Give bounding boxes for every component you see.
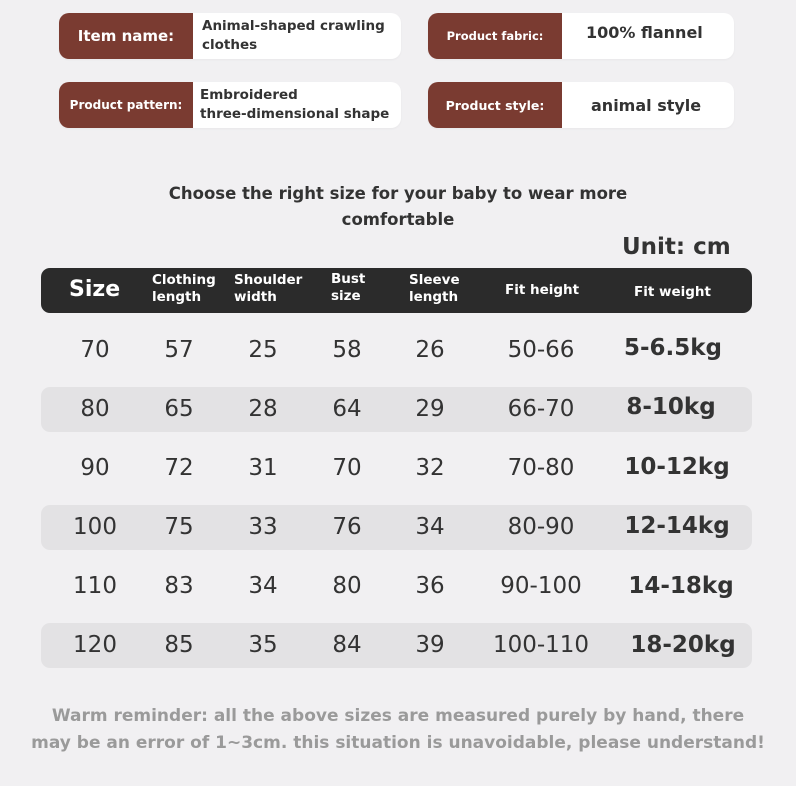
table-row [41,564,752,609]
header-bust-size: Bust size [331,271,366,304]
cell-clothing-length: 72 [164,455,194,481]
warm-reminder-line2: may be an error of 1~3cm. this situation is unavoidable, please understand! [31,733,765,753]
cell-fit-height: 50-66 [507,337,575,363]
cell-shoulder-width: 31 [248,455,278,481]
cell-fit-weight: 18-20kg [630,632,736,658]
cell-clothing-length: 75 [164,514,194,540]
size-table-header [41,268,752,313]
cell-size: 80 [80,396,110,422]
header-sleeve-length: Sleeve length [409,272,460,305]
cell-fit-weight: 10-12kg [624,454,730,480]
cell-bust-size: 58 [332,337,362,363]
table-row [41,328,752,373]
cell-shoulder-width: 28 [248,396,278,422]
spec-pattern-value: Embroidered three-dimensional shape [200,87,390,122]
cell-sleeve-length: 26 [415,337,445,363]
cell-bust-size: 80 [332,573,362,599]
cell-bust-size: 84 [332,632,362,658]
unit-label: Unit: cm [622,234,731,260]
spec-pattern-label: Product pattern: [59,82,193,128]
cell-size: 70 [80,337,110,363]
table-row [41,623,752,668]
cell-fit-weight: 8-10kg [626,394,716,420]
cell-fit-weight: 14-18kg [628,573,734,599]
table-row [41,387,752,432]
cell-size: 110 [73,573,117,599]
header-size: Size [69,277,121,302]
cell-clothing-length: 57 [164,337,194,363]
size-guide-heading-line1: Choose the right size for your baby to wear more [168,184,628,203]
spec-item-name [59,13,401,59]
cell-sleeve-length: 34 [415,514,445,540]
cell-shoulder-width: 25 [248,337,278,363]
header-fit-weight: Fit weight [634,284,711,300]
cell-shoulder-width: 34 [248,573,278,599]
header-clothing-length: Clothing length [152,272,216,305]
cell-clothing-length: 83 [164,573,194,599]
table-row [41,505,752,550]
cell-fit-height: 90-100 [500,573,582,599]
spec-pattern [59,82,401,128]
cell-shoulder-width: 35 [248,632,278,658]
cell-fit-height: 80-90 [507,514,575,540]
cell-bust-size: 64 [332,396,362,422]
cell-shoulder-width: 33 [248,514,278,540]
cell-clothing-length: 85 [164,632,194,658]
header-fit-height: Fit height [505,282,580,298]
warm-reminder [0,703,796,757]
cell-size: 100 [73,514,117,540]
cell-clothing-length: 65 [164,396,194,422]
cell-size: 90 [80,455,110,481]
cell-sleeve-length: 29 [415,396,445,422]
cell-sleeve-length: 36 [415,573,445,599]
spec-fabric-label: Product fabric: [428,13,562,59]
cell-fit-height: 70-80 [507,455,575,481]
spec-fabric-value: 100% flannel [586,22,703,42]
warm-reminder-line1: Warm reminder: all the above sizes are measured purely by hand, there [51,706,745,726]
cell-fit-height: 100-110 [492,632,590,658]
size-guide-heading-line2: comfortable [341,210,455,229]
spec-item-name-label: Item name: [59,13,193,59]
table-row [41,446,752,491]
header-shoulder-width: Shoulder width [234,272,303,305]
spec-style [428,82,734,128]
cell-bust-size: 70 [332,455,362,481]
spec-style-label: Product style: [428,82,562,128]
cell-bust-size: 76 [332,514,362,540]
cell-sleeve-length: 32 [415,455,445,481]
spec-style-value: animal style [591,95,702,115]
cell-fit-height: 66-70 [507,396,575,422]
cell-fit-weight: 5-6.5kg [623,335,723,361]
spec-fabric [428,13,734,59]
spec-item-name-value: Animal-shaped crawling clothes [202,18,385,53]
cell-size: 120 [73,632,117,658]
cell-sleeve-length: 39 [415,632,445,658]
cell-fit-weight: 12-14kg [624,513,730,539]
